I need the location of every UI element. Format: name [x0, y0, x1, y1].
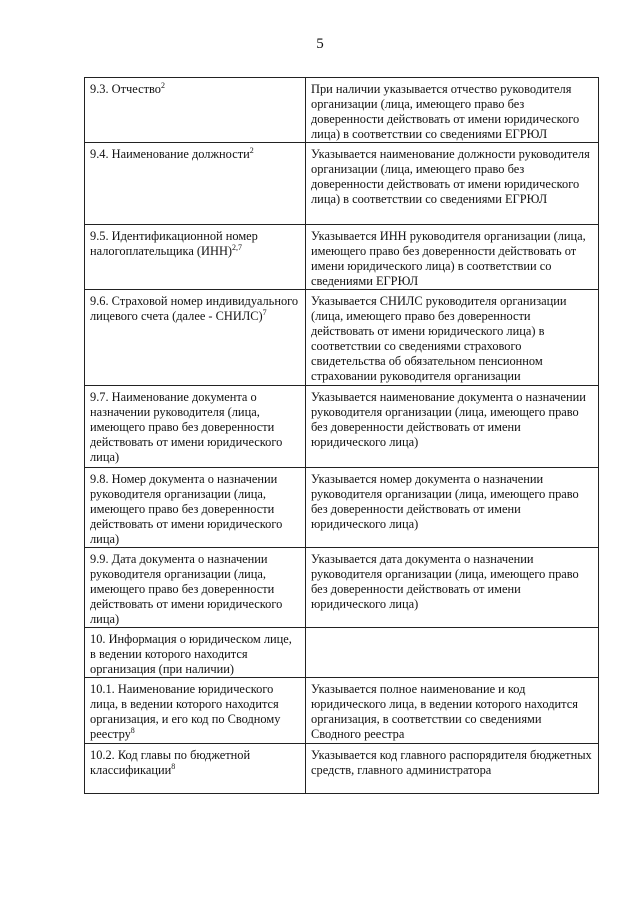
field-name: 9.6. Страховой номер индивидуального лицевого счета (далее - СНИЛС) — [90, 294, 299, 323]
description-cell: Указывается ИНН руководителя организации (лица, имеющего право без доверенности действовать от имени юридического лица) в соответствии со сведениями ЕГРЮЛ — [306, 225, 599, 290]
field-name: 10.1. Наименование юридического лица, в ведении которого находится организация, и его код по Сводному реестру — [90, 682, 281, 741]
table-row — [85, 290, 599, 386]
field-name-cell — [85, 548, 306, 628]
field-name-cell — [85, 678, 306, 744]
field-name-cell — [85, 628, 306, 678]
description-cell: Указывается СНИЛС руководителя организации (лица, имеющего право без доверенности действовать от имени юридического лица) в соответствии со сведениями страхового свидетельства об обязательном пенсионном страховании руководителя организации — [306, 290, 599, 386]
field-name: 9.7. Наименование документа о назначении руководителя (лица, имеющего право без доверенности действовать от имени юридического лица) — [90, 390, 283, 464]
field-name: 10.2. Код главы по бюджетной классификации — [90, 748, 251, 777]
table-row — [85, 678, 599, 744]
field-name: 9.8. Номер документа о назначении руководителя организации (лица, имеющего право без доверенности действовать от имени юридического лица) — [90, 472, 283, 546]
field-name-cell — [85, 143, 306, 225]
footnote-ref: 8 — [171, 761, 176, 771]
description-cell: Указывается полное наименование и код юридического лица, в ведении которого находится организация, в соответствии со сведениями Сводного реестра — [306, 678, 599, 744]
requirements-table — [84, 77, 599, 794]
table-row — [85, 468, 599, 548]
table-row — [85, 78, 599, 143]
field-name: 10. Информация о юридическом лице, в ведении которого находится организация (при наличии) — [90, 632, 292, 676]
table-row — [85, 143, 599, 225]
description-cell: При наличии указывается отчество руководителя организации (лица, имеющего право без доверенности действовать от имени юридического лица) в соответствии со сведениями ЕГРЮЛ — [306, 78, 599, 143]
table-row — [85, 628, 599, 678]
field-name: 9.9. Дата документа о назначении руководителя организации (лица, имеющего право без доверенности действовать от имени юридического лица) — [90, 552, 283, 626]
description-cell — [306, 628, 599, 678]
field-name: 9.4. Наименование должности — [90, 147, 250, 161]
table-row — [85, 225, 599, 290]
page-number: 5 — [316, 36, 324, 52]
footnote-ref: 2,7 — [232, 242, 243, 252]
field-name-cell — [85, 78, 306, 143]
table-row — [85, 548, 599, 628]
footnote-ref: 8 — [130, 725, 135, 735]
field-name-cell — [85, 290, 306, 386]
description-cell: Указывается номер документа о назначении руководителя организации (лица, имеющего право без доверенности действовать от имени юридического лица) — [306, 468, 599, 548]
table-row — [85, 744, 599, 794]
footnote-ref: 2 — [160, 80, 165, 90]
field-name: 9.5. Идентификационной номер налогоплательщика (ИНН) — [90, 229, 258, 258]
field-name-cell — [85, 468, 306, 548]
field-name-cell — [85, 744, 306, 794]
description-cell: Указывается код главного распорядителя бюджетных средств, главного администратора — [306, 744, 599, 794]
description-cell: Указывается наименование документа о назначении руководителя организации (лица, имеющего право без доверенности действовать от имени юридического лица) — [306, 386, 599, 468]
field-name-cell — [85, 225, 306, 290]
field-name: 9.3. Отчество — [90, 82, 161, 96]
description-cell: Указывается наименование должности руководителя организации (лица, имеющего право без доверенности действовать от имени юридического лица) в соответствии со сведениями ЕГРЮЛ — [306, 143, 599, 225]
description-cell: Указывается дата документа о назначении руководителя организации (лица, имеющего право без доверенности действовать от имени юридического лица) — [306, 548, 599, 628]
field-name-cell — [85, 386, 306, 468]
footnote-ref: 7 — [262, 307, 267, 317]
footnote-ref: 2 — [249, 145, 254, 155]
table-row — [85, 386, 599, 468]
